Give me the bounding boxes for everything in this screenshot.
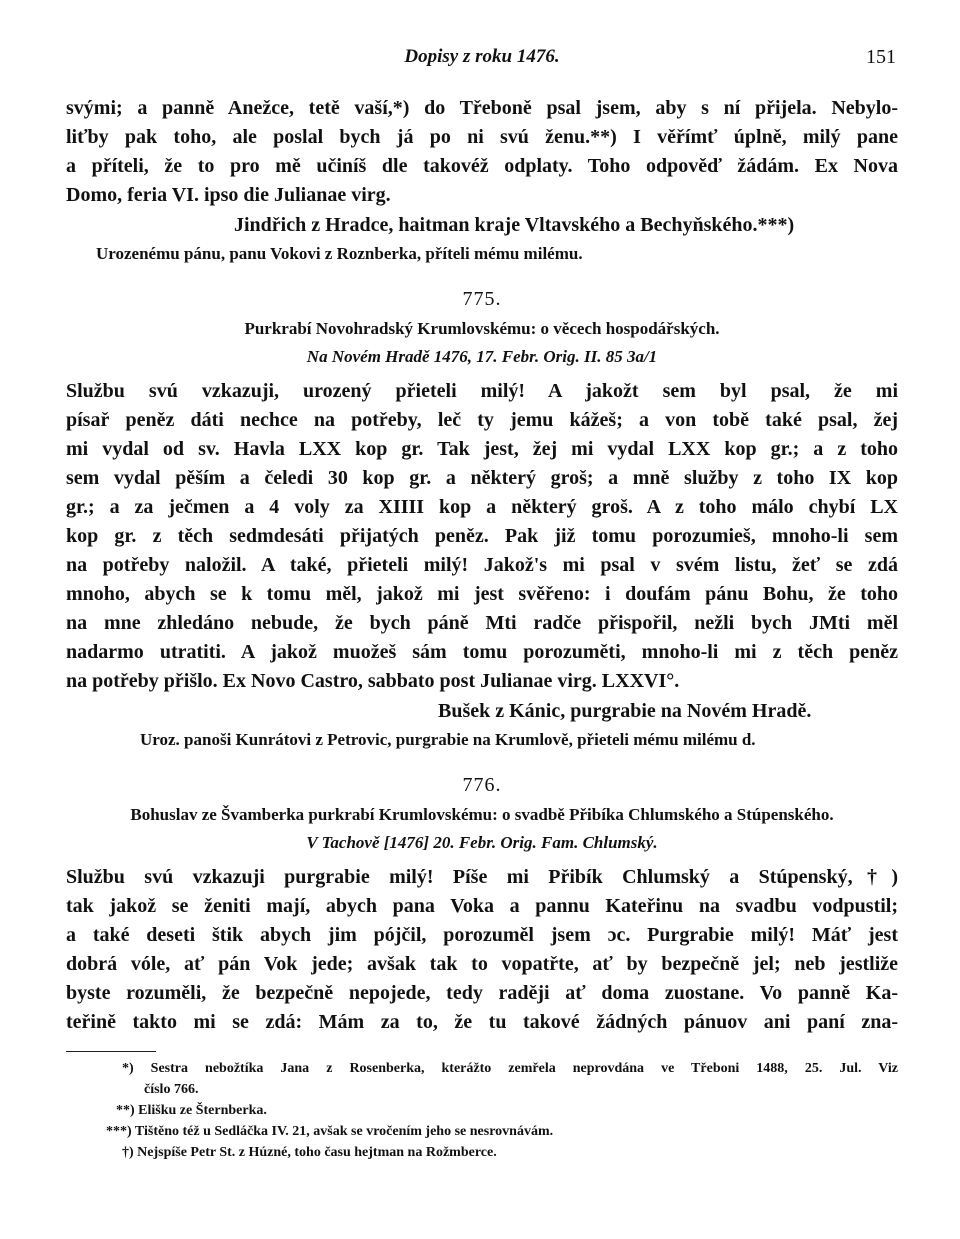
text-line: na potřeby naložil. A také, přieteli milý! Jakož's mi psal v svém listu, žeť se zdá [66,554,898,576]
footnote-2: **) Elišku ze Šternberka. [116,1103,267,1118]
letter-address: Uroz. panoši Kunrátovi z Petrovic, purgrabie na Krumlově, přieteli mému milému d. [140,730,756,749]
footnote-rule [66,1051,156,1052]
letter-subheading: V Tachově [1476] 20. Febr. Orig. Fam. Chlumský. [306,833,658,852]
text-line: byste rozuměli, že bezpečně nepojede, tedy raději ať doma zuostane. Vo panně Ka- [66,982,898,1004]
text-line: Domo, feria VI. ipso die Julianae virg. [66,184,391,206]
letter-number: 776. [462,774,502,796]
text-line: dobrá vóle, ať pán Vok jede; avšak tak to vopatřte, ať by bezpečně jel; neb jestliže [66,953,898,975]
text-line: sem vydal pěším a čeledi 30 kop gr. a některý groš; a mně služby z toho IX kop [66,467,898,489]
letter-address: Urozenému pánu, panu Vokovi z Roznberka, příteli mému milému. [96,244,583,263]
footnote-1: *) Sestra nebožtíka Jana z Rosenberka, kterážto zemřela neprovdána ve Třeboni 1488, 25. Jul. Viz [122,1061,898,1076]
text-line: nadarmo utratiti. A jakož muožeš sám tomu porozuměti, mnoho-li mi z těch peněz [66,641,898,663]
text-line: a také deseti štik abych jim pójčil, porozuměl jsem ɔc. Purgrabie milý! Máť jest [66,924,898,946]
letter-signature: Bušek z Kánic, purgrabie na Novém Hradě. [438,700,812,722]
letter-heading: Purkrabí Novohradský Krumlovskému: o věcech hospodářských. [244,319,720,338]
text-line: na potřeby přišlo. Ex Novo Castro, sabbato post Julianae virg. LXXVI°. [66,670,680,692]
text-line: kop gr. z těch sedmdesáti přijatých peněz. Pak již tomu porozumieš, mnoho-li sem [66,525,898,547]
running-title: Dopisy z roku 1476. [404,46,560,67]
text-line: teřině takto mi se zdá: Mám za to, že tu takové žádných pánuov ani paní zna- [66,1011,898,1033]
text-line: písař peněz dáti nechce na potřeby, leč ty jemu kážeš; a von tobě také psal, žej [66,409,898,431]
text-line: Službu svú vzkazuji purgrabie milý! Píše mi Přibík Chlumský a Stúpenský,†) [66,866,898,888]
letter-number: 775. [462,288,502,310]
footnote-3: ***) Tištěno též u Sedláčka IV. 21, avšak se vročením jeho se nesrovnávám. [106,1124,554,1139]
footnote-1-continuation: číslo 766. [144,1082,199,1097]
text-line: Službu svú vzkazuji, urozený přieteli milý! A jakožt sem byl psal, že mi [66,380,898,402]
text-line: svými; a panně Anežce, tetě vaší,*) do Třeboně psal jsem, aby s ní přijela. Nebylo- [66,97,898,119]
footnotes [66,1058,898,1163]
text-line: liťby pak toho, ale poslal bych já po ni svú ženu.**) I věřímť úplně, milý pane [66,126,898,148]
text-line: mnoho, abych se k tomu měl, jakož mi jest svěřeno: i doufám pánu Bohu, že toho [66,583,898,605]
running-head [66,40,898,72]
text-line: na mne zhledáno nebude, že bych páně Mti radče přispořil, nežli bych JMti měl [66,612,898,634]
text-line: a příteli, že to pro mě učiníš dle takovéž odplaty. Toho odpověď žádám. Ex Nova [66,155,898,177]
letter-776 [66,774,898,1037]
footnote-4: †) Nejspíše Petr St. z Húzné, toho času hejtman na Rožmberce. [122,1145,497,1160]
document-page [66,40,898,1163]
letter-subheading: Na Novém Hradě 1476, 17. Febr. Orig. II. 85 3a/1 [306,347,658,366]
letter-signature: Jindřich z Hradce, haitman kraje Vltavského a Bechyňského.***) [234,214,795,236]
text-line: tak jakož se ženiti mají, abych pana Voka a pannu Kateřinu na svadbu vodpustil; [66,895,898,917]
top-letter [66,94,898,268]
text-line: gr.; a za ječmen a 4 voly za XIIII kop a některý groš. A z toho málo chybí LX [66,496,898,518]
page-number: 151 [866,46,896,68]
letter-heading: Bohuslav ze Švamberka purkrabí Krumlovskému: o svadbě Přibíka Chlumského a Stúpenského. [130,805,834,824]
letter-775 [66,288,898,754]
text-line: mi vydal od sv. Havla LXX kop gr. Tak jest, žej mi vydal LXX kop gr.; a z toho [66,438,898,460]
